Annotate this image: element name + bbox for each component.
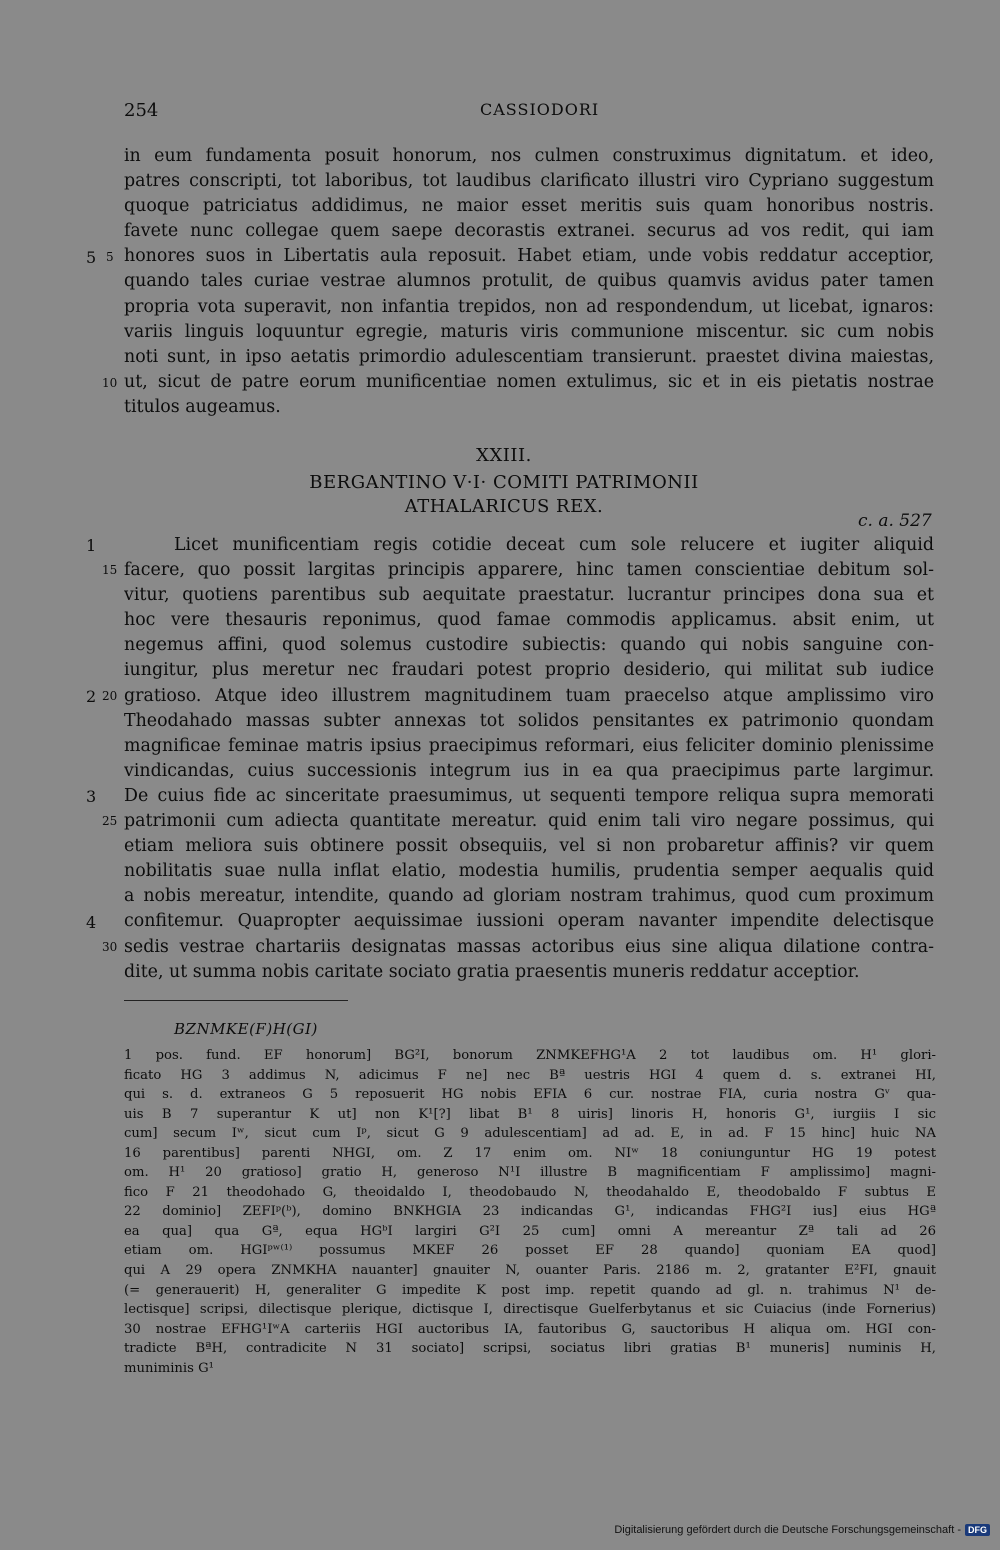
text-line: a nobis mereatur, intendite, quando ad gloriam nostram trahimus, quod cum proximum xyxy=(124,886,934,907)
text-line: quoque patriciatus addidimus, ne maior esset meritis suis quam honoribus nostris. xyxy=(124,196,934,217)
text-line: sedis vestrae chartariis designatas massas actoribus eius sine aliqua dilatione contra- xyxy=(124,936,934,957)
apparatus-line: 1 pos. fund. EF honorum] BG²I, bonorum ZNMKEFHG¹A 2 tot laudibus om. H¹ glori- xyxy=(124,1048,936,1063)
apparatus-line: om. H¹ 20 gratioso] gratio H, generoso N¹I illustre B magnificentiam F amplissimo] magni- xyxy=(124,1165,936,1181)
apparatus-line: uis B 7 superantur K ut] non K¹[?] libat B¹ 8 uiris] linoris H, honoris G¹, iurgiis I sic xyxy=(124,1106,936,1122)
text-line: nobilitatis suae nulla inflat elatio, modestia humilis, prudentia semper aequalis quid xyxy=(124,861,934,882)
line-number-margin: 5 xyxy=(106,250,114,264)
text-line: variis linguis loquuntur egregie, maturis viris communione miscentur. sic cum nobis xyxy=(124,321,934,342)
top-paragraph xyxy=(124,144,934,420)
apparatus-line: 16 parentibus] parenti NHGI, om. Z 17 enim om. NIʷ 18 coniunguntur HG 19 potest xyxy=(124,1145,936,1161)
line-number-margin: 15 xyxy=(102,563,118,577)
running-title: CASSIODORI xyxy=(480,100,600,119)
apparatus-line: fico F 21 theodohado G, theoidaldo I, theodobaudo N, theodahaldo E, theodobaldo F subtus E xyxy=(124,1184,936,1200)
text-line: Theodahado massas subter annexas tot solidos pensitantes ex patrimonio quondam xyxy=(124,710,934,731)
text-line: negemus affini, quod solemus custodire subiectis: quando qui nobis sanguine con- xyxy=(124,635,934,656)
section-number-margin: 4 xyxy=(86,913,97,932)
apparatus-line: muniminis G¹ xyxy=(124,1360,214,1376)
text-line: gratioso. Atque ideo illustrem magnitudinem tuam praecelso atque amplissimo viro xyxy=(124,685,934,706)
line-number-margin: 30 xyxy=(102,940,118,954)
text-line: patrimonii cum adiecta quantitate mereatur. quid enim tali viro negare possimus, qui xyxy=(124,811,934,832)
apparatus-line: etiam om. HGIᵖʷ⁽¹⁾ possumus MKEF 26 posset EF 28 quando] quoniam EA quod] xyxy=(124,1243,936,1259)
text-line: dite, ut summa nobis caritate sociato gratia praesentis muneris reddatur acceptior. xyxy=(124,961,860,982)
apparatus-line: 22 dominio] ZEFIᵖ(ᵇ), domino BNKHGIA 23 indicandas G¹, indicandas FHG²I ius] eius HGª xyxy=(124,1204,936,1220)
text-line: etiam meliora suis obtinere possit obsequiis, vel si non probaretur affinis? vir quem xyxy=(124,836,934,857)
text-line: confitemur. Quapropter aequissimae iussioni operam navanter impendite delectisque xyxy=(124,911,934,932)
apparatus-line: lectisque] scripsi, dilectisque plerique, dictisque I, directisque Guelferbytanus et sic Cuiacius (inde Fornerius) xyxy=(124,1302,936,1318)
text-line: honores suos in Libertatis aula reposuit. Habet etiam, unde vobis reddatur acceptior, xyxy=(124,246,934,267)
text-line: magnificae feminae matris ipsius praecipimus reformari, eius feliciter dominio plenissime xyxy=(124,735,934,756)
section-number-margin: 2 xyxy=(86,687,97,706)
text-line: in eum fundamenta posuit honorum, nos culmen construximus dignitatum. et ideo, xyxy=(124,146,934,166)
text-line: favete nunc collegae quem saepe decorastis extranei. securus ad vos redit, qui iam xyxy=(124,221,934,242)
text-line: Licet munificentiam regis cotidie deceat cum sole relucere et iugiter aliquid xyxy=(174,535,934,555)
credit-text: Digitalisierung gefördert durch die Deutsche Forschungsgemeinschaft - xyxy=(614,1524,961,1536)
section-number: XXIII. xyxy=(476,445,532,466)
apparatus-line: ea qua] qua Gª, equa HGᵇI largiri G²I 25 cum] omni A mereantur Zª tali ad 26 xyxy=(124,1223,936,1239)
section-number-margin: 5 xyxy=(86,248,97,267)
text-line: De cuius fide ac sinceritate praesumimus, ut sequenti tempore reliqua supra memorati xyxy=(124,785,934,806)
text-line: vitur, quotiens parentibus sub aequitate praestatur. lucrantur principes dona sua et xyxy=(124,585,934,606)
apparatus-line: cum] secum Iʷ, sicut cum Iᵖ, sicut G 9 adulescentiam] ad ad. E, in ad. F 15 hinc] huic NA xyxy=(124,1126,936,1142)
section-subheading: ATHALARICUS REX. xyxy=(404,496,604,517)
apparatus-line: qui s. d. extraneos G 5 reposuerit HG nobis EFIA 6 cur. nostrae FIA, curia nostra Gᵛ qua- xyxy=(124,1087,936,1103)
digitization-credit xyxy=(614,1524,990,1536)
text-line: patres conscripti, tot laboribus, tot laudibus clarificato illustri viro Cypriano suggestum xyxy=(124,171,934,192)
text-line: iungitur, plus meretur nec fraudari potest proprio desiderio, qui militat sub iudice xyxy=(124,660,934,681)
apparatus-line: (= generauerit) H, generaliter G impedite K post imp. repetit quando ad gl. n. trahimus N¹ de- xyxy=(124,1282,936,1298)
text-line: vindicandas, cuius successionis integrum ius in ea qua praecipimus parte largimur. xyxy=(124,760,934,781)
apparatus-line: 30 nostrae EFHG¹IʷA carteriis HGI auctoribus IA, fautoribus G, sauctoribus H aliqua om. HGI con- xyxy=(124,1321,936,1337)
text-line: hoc vere thesauris reponimus, quod famae commodis applicamus. absit enim, ut xyxy=(124,610,934,631)
section-number-margin: 3 xyxy=(86,787,97,806)
footnote-divider xyxy=(124,1000,348,1001)
section-heading: BERGANTINO V·I· COMITI PATRIMONII xyxy=(309,472,699,493)
letter-date: c. a. 527 xyxy=(858,511,932,531)
text-line: noti sunt, in ipso aetatis primordio adulescentiam transierunt. praestet divina maiestas, xyxy=(124,346,934,367)
section-number-margin: 1 xyxy=(86,536,97,555)
apparatus-line: ficato HG 3 addimus N, adicimus F ne] nec Bª uestris HGI 4 quem d. s. extranei HI, xyxy=(124,1067,936,1083)
text-line: ut, sicut de patre eorum munificentiae nomen extulimus, sic et in eis pietatis nostrae xyxy=(124,371,934,392)
text-line: facere, quo possit largitas principis apparere, hinc tamen conscientiae debitum sol- xyxy=(124,560,934,581)
line-number-margin: 10 xyxy=(102,376,118,390)
dfg-logo: DFG xyxy=(965,1524,990,1536)
text-line: titulos augeamus. xyxy=(124,396,281,417)
manuscript-sigla: BZNMKE(F)H(GI) xyxy=(174,1020,318,1038)
text-line: quando tales curiae vestrae alumnos protulit, de quibus quamvis avidus pater tamen xyxy=(124,271,934,292)
apparatus-line: tradicte BªH, contradicite N 31 sociato] scripsi, sociatus libri gratias B¹ muneris] numinis H, xyxy=(124,1341,936,1357)
text-line: propria vota superavit, non infantia trepidos, non ad respondendum, ut licebat, ignaros: xyxy=(124,296,934,317)
letter-body xyxy=(124,533,934,985)
page-number: 254 xyxy=(124,100,159,121)
line-number-margin: 20 xyxy=(102,689,118,703)
critical-apparatus xyxy=(124,1046,936,1378)
apparatus-line: qui A 29 opera ZNMKHA nauanter] gnauiter N, ouanter Paris. 2186 m. 2, gratanter E²FI, gnauit xyxy=(124,1263,936,1279)
line-number-margin: 25 xyxy=(102,814,118,828)
